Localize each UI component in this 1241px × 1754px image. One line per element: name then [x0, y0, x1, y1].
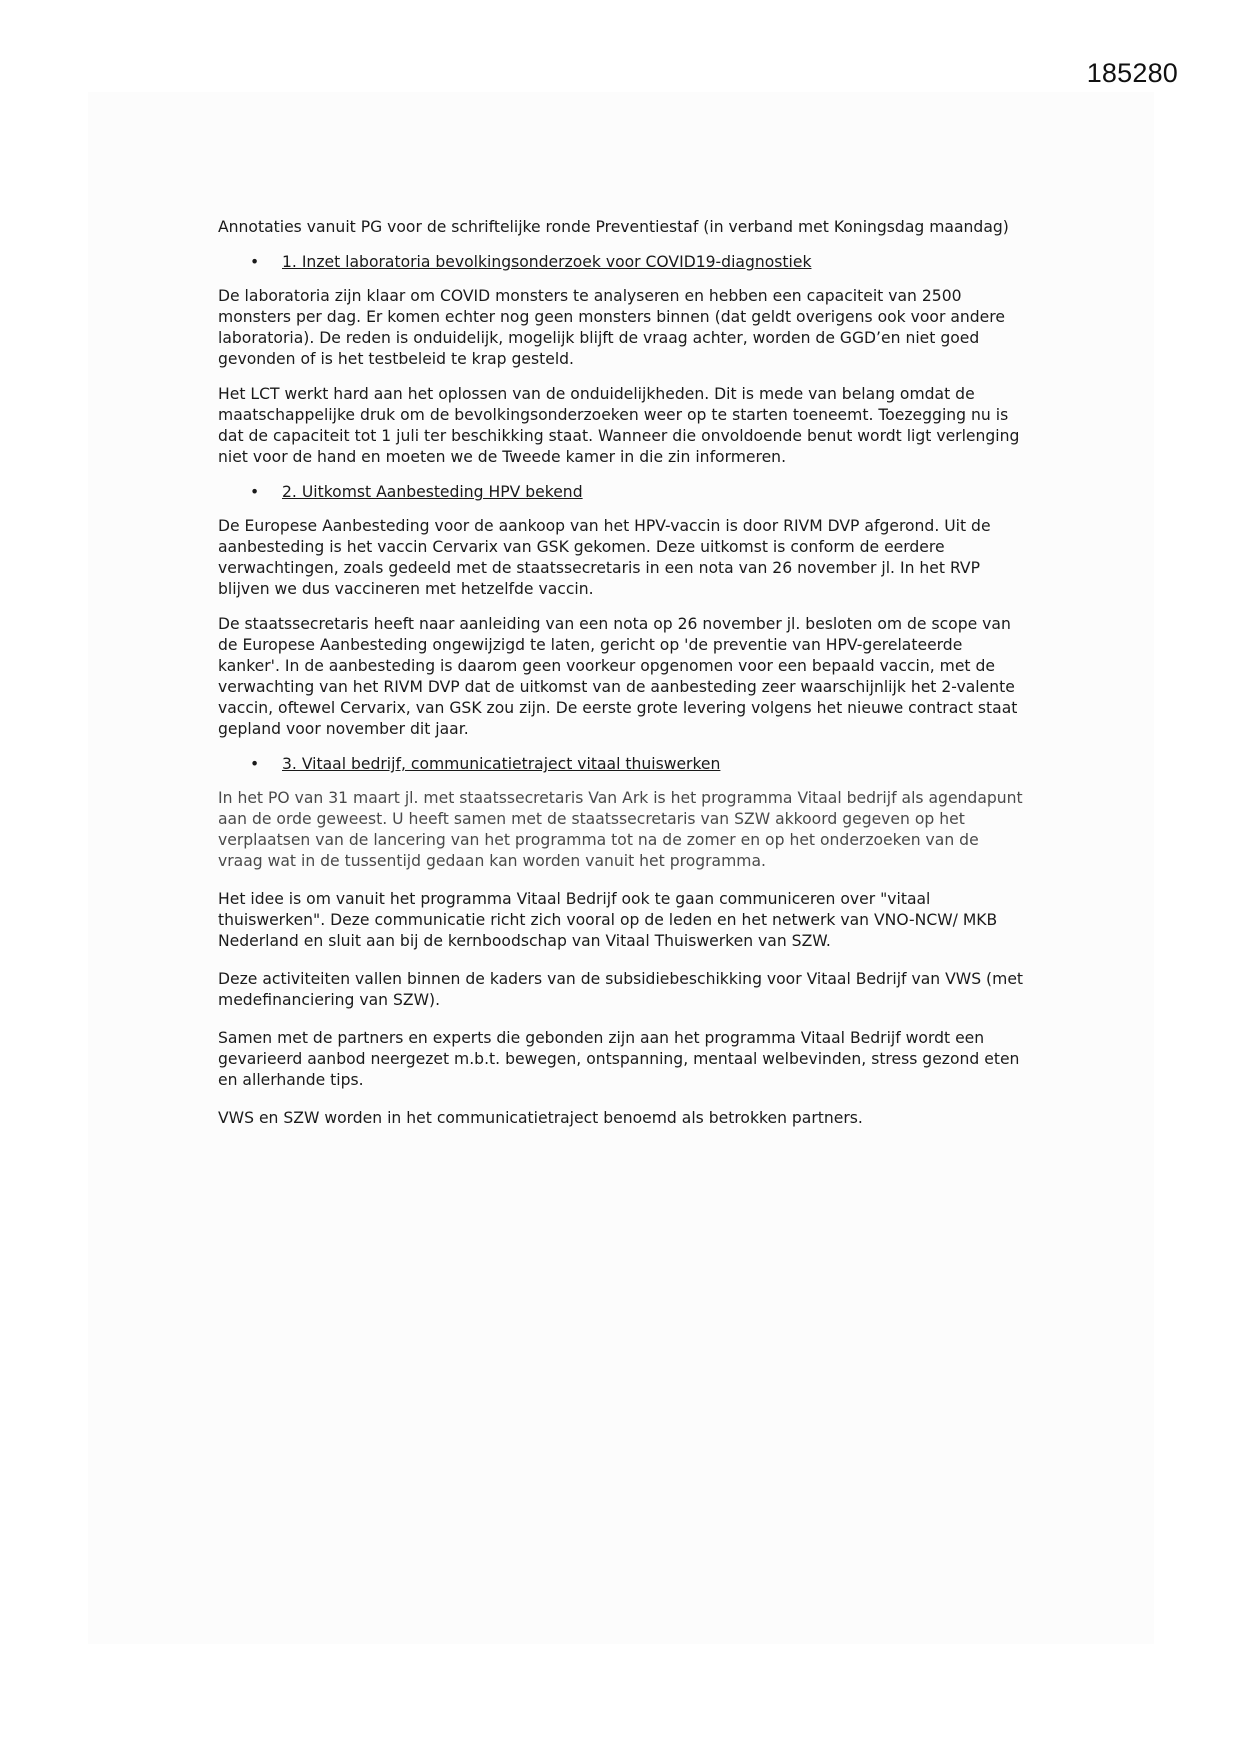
intro-paragraph: Annotaties vanuit PG voor de schriftelijke ronde Preventiestaf (in verband met Koningsdag maandag) — [218, 218, 1009, 236]
paragraph: Samen met de partners en experts die gebonden zijn aan het programma Vitaal Bedrijf wordt een gevarieerd aanbod neergezet m.b.t. bewegen, ontspanning, mentaal welbevinden, stress gezond eten en allerhande tips. — [218, 1029, 1020, 1089]
document-number: 185280 — [1086, 58, 1178, 88]
section-heading-1 — [218, 252, 1028, 273]
paragraph: Het LCT werkt hard aan het oplossen van de onduidelijkheden. Dit is mede van belang omdat de maatschappelijke druk om de bevolkingsonderzoeken weer op te starten toeneemt. Toezegging nu is dat de capaciteit tot 1 juli ter beschikking staat. Wanneer die onvoldoende benut wordt ligt verlenging niet voor de hand en moeten we de Tweede kamer in die zin informeren. — [218, 385, 1020, 466]
paragraph: De staatssecretaris heeft naar aanleiding van een nota op 26 november jl. besloten om de scope van de Europese Aanbesteding ongewijzigd te laten, gericht op 'de preventie van HPV-gerelateerde kanker'. In de aanbesteding is daarom geen voorkeur opgenomen voor een bepaald vaccin, met de verwachting van het RIVM DVP dat de uitkomst van de aanbesteding zeer waarschijnlijk het 2-valente vaccin, oftewel Cervarix, van GSK zou zijn. De eerste grote levering volgens het nieuwe contract staat gepland voor november dit jaar. — [218, 615, 1018, 738]
section-heading-3 — [218, 754, 1028, 775]
paragraph: VWS en SZW worden in het communicatietraject benoemd als betrokken partners. — [218, 1109, 863, 1127]
paragraph: Deze activiteiten vallen binnen de kaders van de subsidiebeschikking voor Vitaal Bedrijf van VWS (met medefinanciering van SZW). — [218, 970, 1024, 1009]
paragraph: In het PO van 31 maart jl. met staatssecretaris Van Ark is het programma Vitaal bedrijf als agendapunt aan de orde geweest. U heeft samen met de staatssecretaris van SZW akkoord gegeven op het verplaatsen van de lancering van het programma tot na de zomer en op het onderzoeken van de vraag wat in de tussentijd gedaan kan worden vanuit het programma. — [218, 789, 1023, 870]
section-heading-2 — [218, 482, 1028, 503]
paragraph: De laboratoria zijn klaar om COVID monsters te analyseren en hebben een capaciteit van 2500 monsters per dag. Er komen echter nog geen monsters binnen (dat geldt overigens ook voor andere laboratoria). De reden is onduidelijk, mogelijk blijft de vraag achter, worden de GGD’en niet goed gevonden of is het testbeleid te krap gesteld. — [218, 287, 1005, 368]
section-heading-text: 3. Vitaal bedrijf, communicatietraject vitaal thuiswerken — [282, 755, 721, 773]
section-heading-text: 1. Inzet laboratoria bevolkingsonderzoek voor COVID19-diagnostiek — [282, 253, 812, 271]
paragraph: Het idee is om vanuit het programma Vitaal Bedrijf ook te gaan communiceren over "vitaal thuiswerken". Deze communicatie richt zich vooral op de leden en het netwerk van VNO-NCW/ MKB Nederland en sluit aan bij de kernboodschap van Vitaal Thuiswerken van SZW. — [218, 890, 998, 950]
section-heading-text: 2. Uitkomst Aanbesteding HPV bekend — [282, 483, 583, 501]
bullet-icon: • — [250, 483, 260, 501]
paragraph: De Europese Aanbesteding voor de aankoop van het HPV-vaccin is door RIVM DVP afgerond. Uit de aanbesteding is het vaccin Cervarix van GSK gekomen. Deze uitkomst is conform de eerdere verwachtingen, zoals gedeeld met de staatssecretaris in een nota van 26 november jl. In het RVP blijven we dus vaccineren met hetzelfde vaccin. — [218, 517, 991, 598]
bullet-icon: • — [250, 253, 260, 271]
document-body — [218, 217, 1028, 1143]
bullet-icon: • — [250, 755, 260, 773]
